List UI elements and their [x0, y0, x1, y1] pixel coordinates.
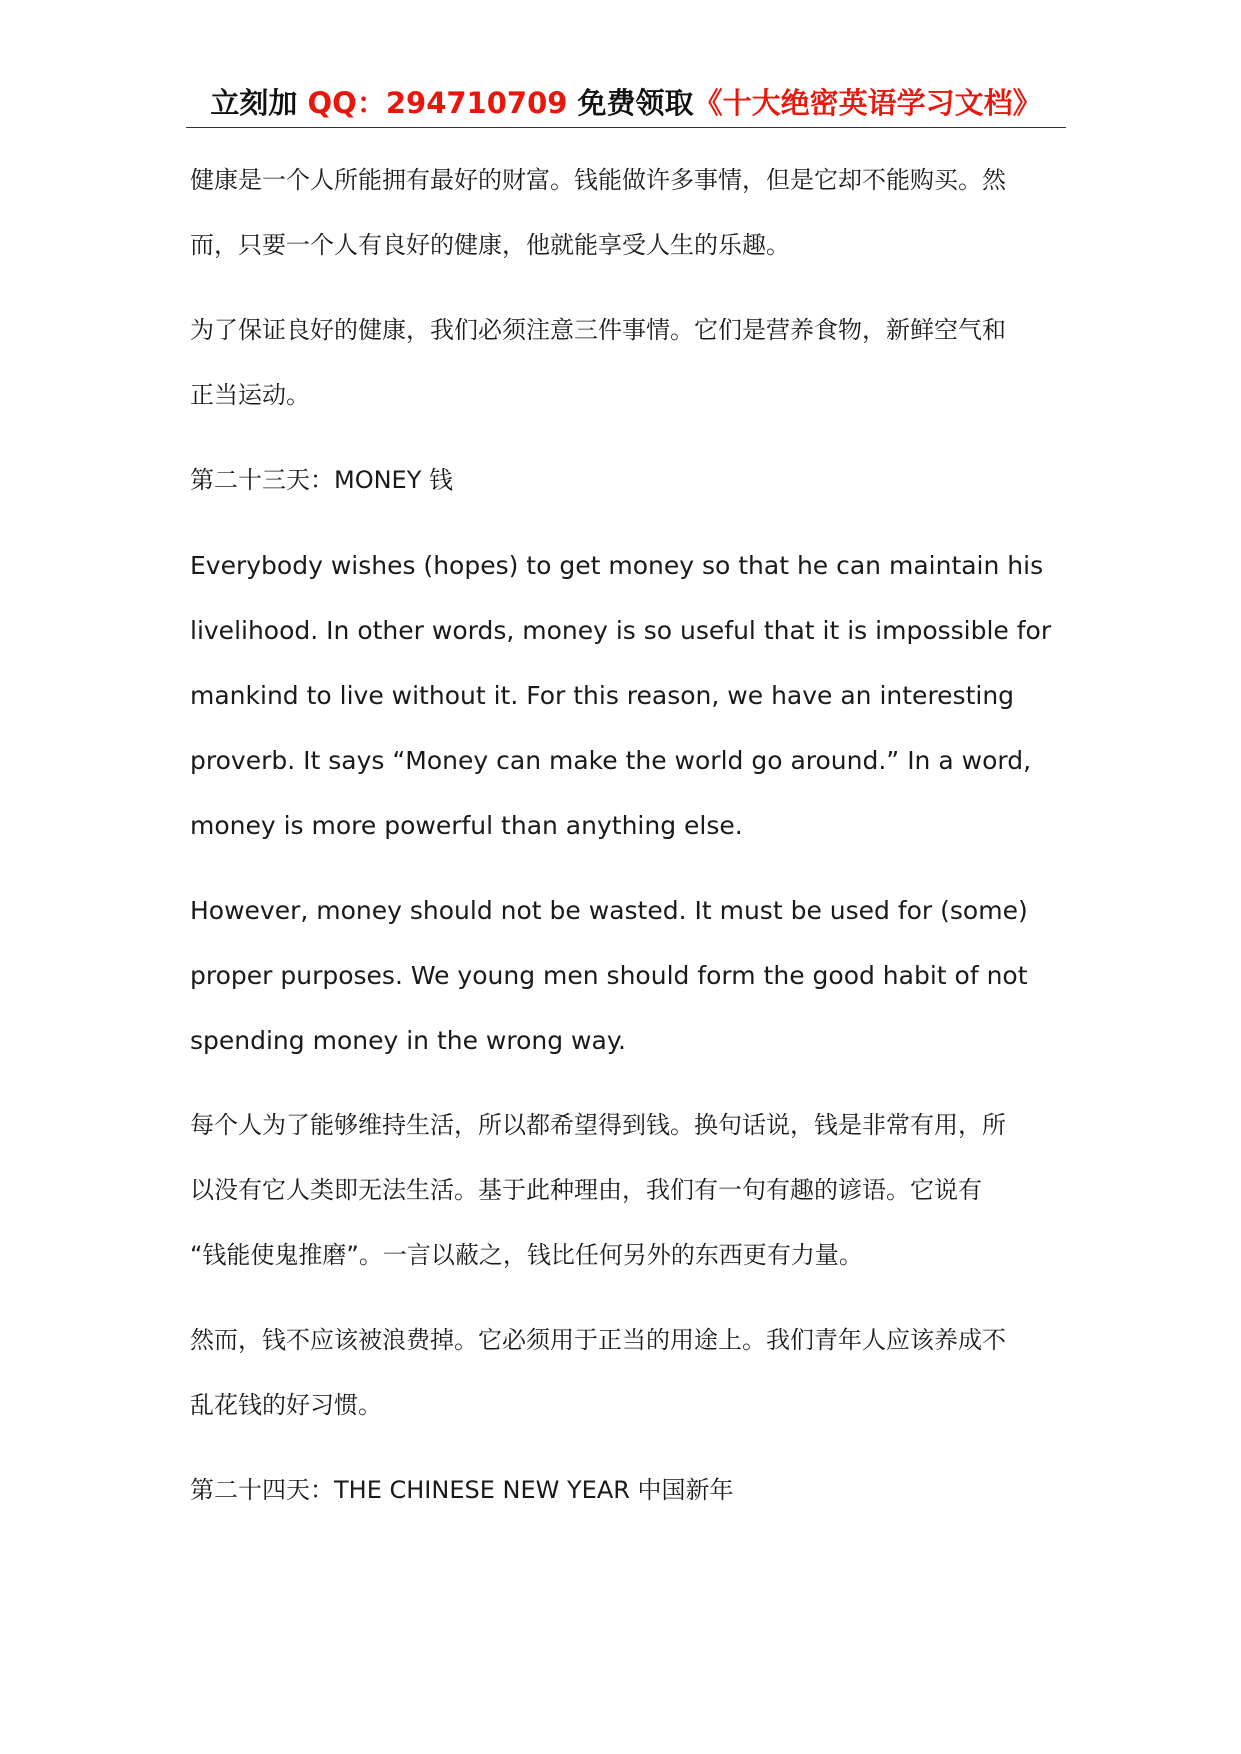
paragraph	[190, 533, 1070, 858]
text-line: proverb. It says “Money can make the world go around.” In a word,	[190, 746, 1032, 775]
text-line: 为了保证良好的健康，我们必须注意三件事情。它们是营养食物，新鲜空气和	[190, 316, 1006, 344]
text-line: Everybody wishes (hopes) to get money so that he can maintain his	[190, 551, 1044, 580]
text-line: However, money should not be wasted. It must be used for (some)	[190, 896, 1028, 925]
document-body	[190, 148, 1070, 1543]
text-line: 每个人为了能够维持生活，所以都希望得到钱。换句话说，钱是非常有用，所	[190, 1111, 1006, 1139]
paragraph	[190, 1308, 1070, 1438]
text-line: 正当运动。	[190, 381, 310, 409]
text-line: 以没有它人类即无法生活。基于此种理由，我们有一句有趣的谚语。它说有	[190, 1176, 982, 1204]
paragraph	[190, 878, 1070, 1073]
text-line: proper purposes. We young men should form the good habit of not	[190, 961, 1028, 990]
text-line: 然而，钱不应该被浪费掉。它必须用于正当的用途上。我们青年人应该养成不	[190, 1326, 1006, 1354]
section-heading: 第二十四天：THE CHINESE NEW YEAR 中国新年	[190, 1476, 734, 1504]
paragraph	[190, 1093, 1070, 1288]
paragraph	[190, 298, 1070, 428]
text-line: mankind to live without it. For this reason, we have an interesting	[190, 681, 1015, 710]
header-divider	[186, 127, 1066, 128]
text-line: 乱花钱的好习惯。	[190, 1391, 382, 1419]
text-line: spending money in the wrong way.	[190, 1026, 626, 1055]
page-header	[186, 80, 1066, 126]
paragraph	[190, 148, 1070, 278]
header-title: 《十大绝密英语学习文档》	[693, 86, 1042, 120]
text-line: livelihood. In other words, money is so useful that it is impossible for	[190, 616, 1052, 645]
text-line: money is more powerful than anything else.	[190, 811, 743, 840]
text-line: “钱能使鬼推磨”。一言以蔽之，钱比任何另外的东西更有力量。	[190, 1241, 863, 1269]
header-qq: QQ：294710709	[307, 86, 568, 120]
text-line: 健康是一个人所能拥有最好的财富。钱能做许多事情，但是它却不能购买。然	[190, 166, 1006, 194]
header-middle: 免费领取	[567, 86, 694, 120]
text-line: 而，只要一个人有良好的健康，他就能享受人生的乐趣。	[190, 231, 790, 259]
header-prefix: 立刻加	[210, 86, 308, 120]
section-heading: 第二十三天：MONEY 钱	[190, 466, 454, 494]
